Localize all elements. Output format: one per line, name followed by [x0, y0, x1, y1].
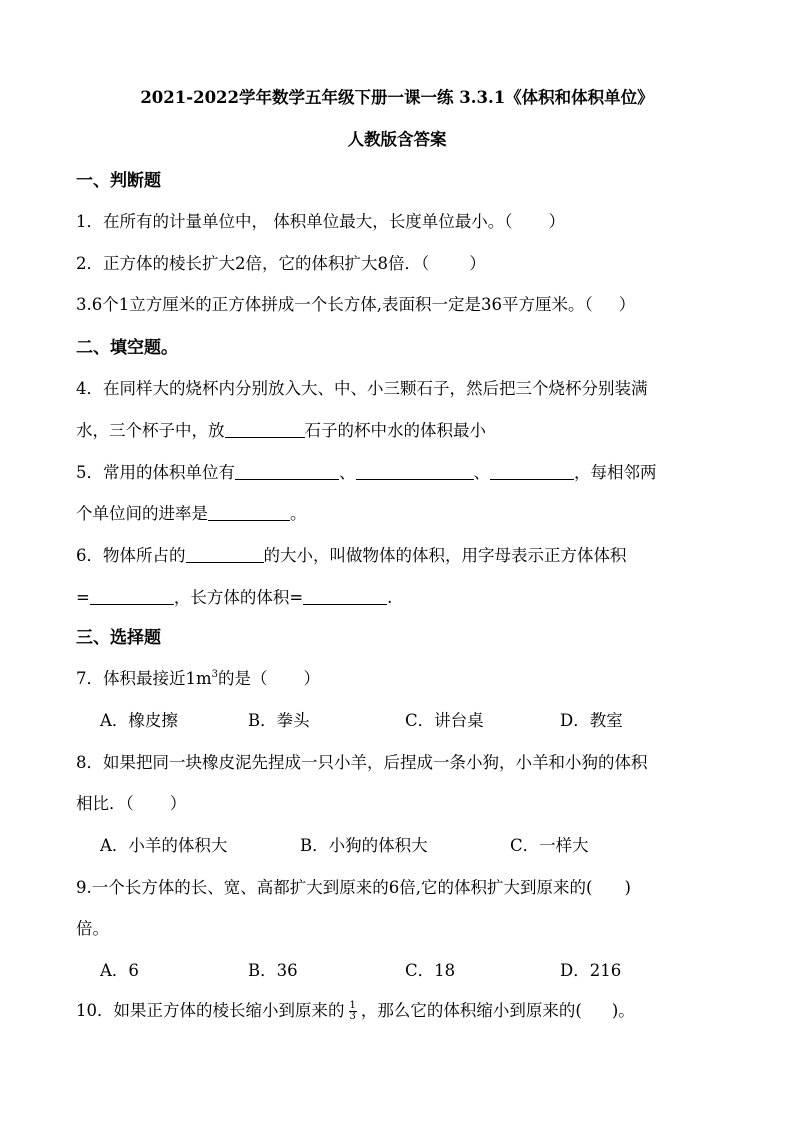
fill-blank[interactable]	[90, 586, 174, 605]
question-2	[76, 253, 486, 275]
option-d[interactable]: D．216	[560, 961, 622, 980]
answer-bracket-close: ）	[548, 212, 565, 231]
section-heading-multiple-choice: 三、选择题	[76, 628, 161, 648]
question-3	[76, 294, 635, 316]
question-3-text: 3.6个1立方厘米的正方体拼成一个长方体,表面积一定是36平方厘米。（	[76, 295, 593, 314]
fill-blank[interactable]	[208, 502, 290, 521]
option-c[interactable]: C．一样大	[510, 836, 589, 855]
section-heading-fill-blank: 二、填空题。	[76, 338, 178, 358]
question-6-line2: = ，长方体的体积= .	[76, 588, 393, 607]
option-c[interactable]: C．讲台桌	[405, 711, 484, 730]
question-5-line2: 个单位间的进率是 。	[76, 504, 307, 523]
question-1-text: 1．在所有的计量单位中， 体积单位最大，长度单位最小。（	[76, 212, 513, 231]
question-4-line1: 4．在同样大的烧杯内分别放入大、中、小三颗石子，然后把三个烧杯分别装满	[76, 379, 648, 398]
fill-blank[interactable]	[303, 586, 387, 605]
question-8-line1: 8．如果把同一块橡皮泥先捏成一只小羊，后捏成一条小狗，小羊和小狗的体积	[76, 753, 648, 772]
answer-bracket-close: ）	[618, 295, 636, 314]
option-b[interactable]: B．36	[248, 961, 298, 980]
question-2-text: 2．正方体的棱长扩大2倍，它的体积扩大8倍．（	[76, 254, 430, 273]
question-4-line2: 水，三个杯子中，放 石子的杯中水的体积最小	[76, 421, 486, 440]
question-6-line1: 6．物体所占的 的大小，叫做物体的体积，用字母表示正方体体积	[76, 546, 627, 565]
fill-blank[interactable]	[356, 461, 474, 480]
question-5-line1: 5．常用的体积单位有 、 、 ，每相邻两	[76, 463, 657, 482]
section-heading-judgement: 一、判断题	[76, 171, 161, 191]
fraction-one-third: $\frac{1}{3}$	[349, 1000, 356, 1022]
option-a[interactable]: A．6	[100, 961, 139, 980]
page-subtitle: 人教版含答案	[347, 130, 447, 149]
option-d[interactable]: D．教室	[560, 711, 623, 730]
question-9-line1: 9.一个长方体的长、宽、高都扩大到原来的6倍,它的体积扩大到原来的( )	[76, 878, 631, 897]
answer-bracket-close: ）	[469, 254, 486, 273]
question-9-line2: 倍。	[76, 919, 109, 938]
fill-blank[interactable]	[490, 461, 574, 480]
question-10: 10．如果正方体的棱长缩小到原来的 $\frac{1}{3}$ ，那么它的体积缩小到原来的( )。	[76, 1000, 635, 1022]
superscript: 3	[211, 669, 219, 680]
option-a[interactable]: A．橡皮擦	[100, 711, 178, 730]
option-b[interactable]: B．小狗的体积大	[300, 836, 428, 855]
question-8-line2: 相比．（ ）	[76, 794, 187, 813]
page-title: 2021-2022学年数学五年级下册一课一练 3.3.1《体积和体积单位》	[140, 88, 654, 107]
question-7: 7．体积最接近$1m^3$的是（ ）	[76, 669, 321, 688]
option-a[interactable]: A．小羊的体积大	[100, 836, 228, 855]
fill-blank[interactable]	[186, 544, 264, 563]
question-1	[76, 211, 565, 233]
option-c[interactable]: C．18	[405, 961, 456, 980]
fill-blank[interactable]	[225, 419, 305, 438]
option-b[interactable]: B．拳头	[248, 711, 310, 730]
fill-blank[interactable]	[235, 461, 339, 480]
